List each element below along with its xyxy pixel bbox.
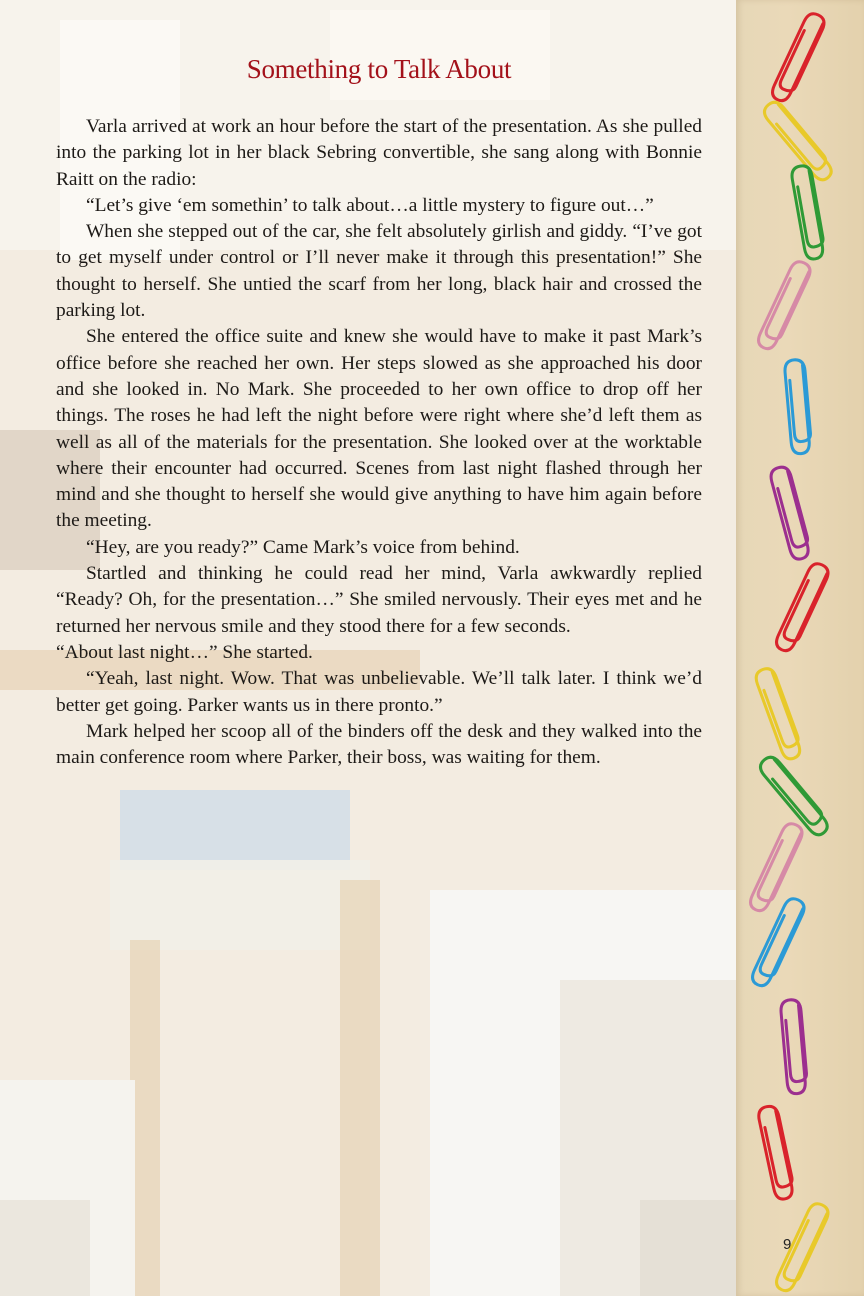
story-paragraph: When she stepped out of the car, she felt absolutely girlish and giddy. “I’ve got to get myself under control or I’ll never make it through this presentation!” She thought to herself. She untied the scarf from her long, black hair and crossed the parking lot. xyxy=(56,221,702,322)
page-number: 9 xyxy=(783,1236,792,1253)
story-paragraph: Startled and thinking he could read her mind, Varla awkwardly replied “Ready? Oh, for the presentation…” She smiled nervously. Their eyes met and he returned her nervous smile and they stood there for a few seconds. xyxy=(56,563,702,637)
paperclip-icon xyxy=(773,561,831,655)
story-paragraph: “Hey, are you ready?” Came Mark’s voice from behind. xyxy=(86,536,520,558)
paperclip-decoration xyxy=(736,0,864,1296)
paperclip-icon xyxy=(769,465,813,561)
story-paragraph: “Yeah, last night. Wow. That was unbelievable. We’ll talk later. I think we’d better get going. Parker wants us in there pronto.” xyxy=(56,668,702,716)
paperclip-icon xyxy=(757,1105,796,1201)
story-paragraph: “About last night…” She started. xyxy=(56,641,313,663)
chapter-title: Something to Talk About xyxy=(246,54,512,84)
paperclip-icon xyxy=(755,259,813,353)
story-body xyxy=(56,114,702,771)
story-paragraph: Varla arrived at work an hour before the start of the presentation. As she pulled into the parking lot in her black Sebring convertible, she sang along with Bonnie Raitt on the radio: xyxy=(56,116,702,190)
paperclip-icon xyxy=(780,999,808,1094)
paperclip-icon xyxy=(753,666,804,761)
paperclip-icon xyxy=(769,11,827,105)
story-paragraph: She entered the office suite and knew she would have to make it past Mark’s office before she reached her own. Her steps slowed as she approached his door and she looked in. No Mark. She proceeded to her own office to drop off her things. The roses he had left the night before were right where she’d left them as well as all of the materials for the presentation. She looked over at the worktable where their encounter had occurred. Scenes from last night flashed through her mind and she thought to herself she would give anything to have him again before the meeting. xyxy=(56,326,702,532)
paperclip-icon xyxy=(761,98,837,183)
paperclip-icon xyxy=(784,359,812,454)
story-paragraph: “Let’s give ‘em somethin’ to talk about…a little mystery to figure out…” xyxy=(86,194,654,216)
story-paragraph: Mark helped her scoop all of the binders off the desk and they walked into the main conference room where Parker, their boss, was waiting for them. xyxy=(56,720,702,769)
